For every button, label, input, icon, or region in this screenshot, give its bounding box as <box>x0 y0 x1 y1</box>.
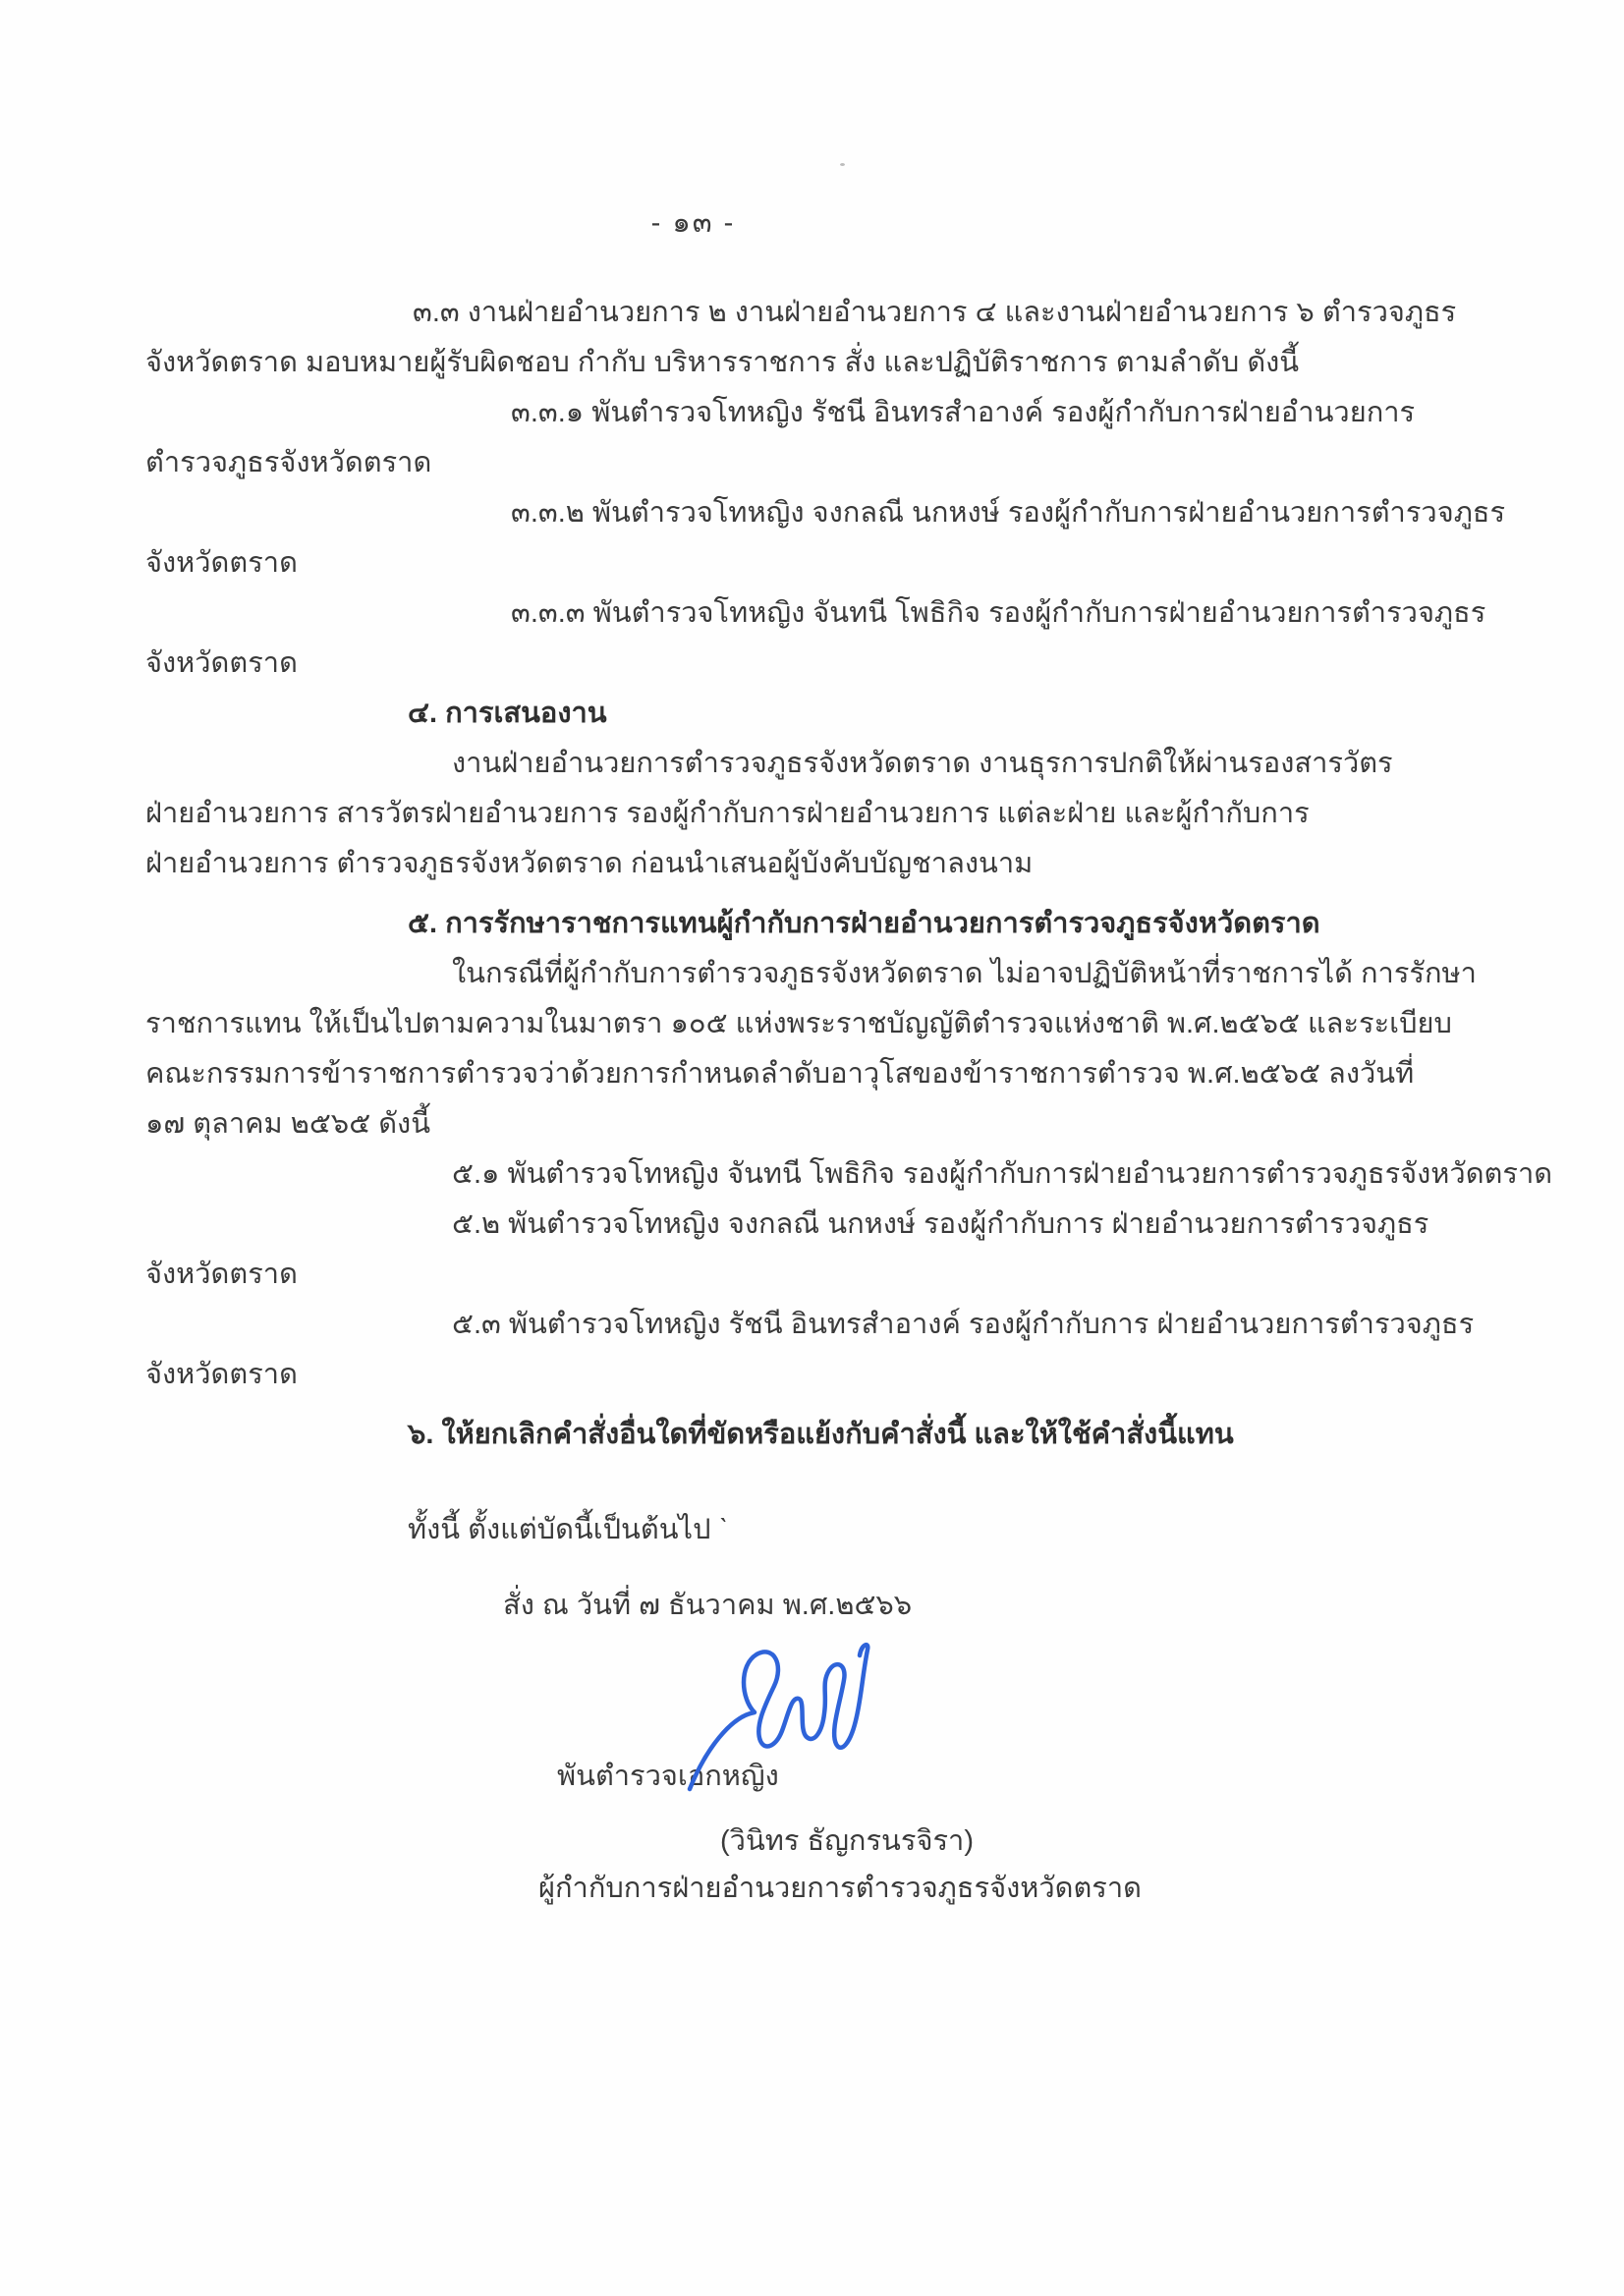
document-line: งานฝ่ายอำนวยการตำรวจภูธรจังหวัดตราด งานธุรการปกติให้ผ่านรองสารวัตร <box>452 748 1393 779</box>
signer-rank-label: พันตำรวจเอกหญิง <box>557 1761 779 1792</box>
page-number: - ๑๓ - <box>650 207 736 239</box>
document-line: ๓.๓.๒ พันตำรวจโทหญิง จงกลณี นกหงษ์ รองผู้กำกับการฝ่ายอำนวยการตำรวจภูธร <box>511 497 1506 529</box>
document-line: ๑๗ ตุลาคม ๒๕๖๕ ดังนี้ <box>145 1108 431 1140</box>
document-line: ในกรณีที่ผู้กำกับการตำรวจภูธรจังหวัดตราด ไม่อาจปฏิบัติหน้าที่ราชการได้ การรักษา <box>452 958 1477 989</box>
document-line: จังหวัดตราด <box>145 1259 298 1290</box>
signature-ink <box>684 1639 870 1808</box>
document-body <box>145 288 1553 1631</box>
signer-title: ผู้กำกับการฝ่ายอำนวยการตำรวจภูธรจังหวัดตราด <box>538 1873 1142 1904</box>
document-line: สั่ง ณ วันที่ ๗ ธันวาคม พ.ศ.๒๕๖๖ <box>503 1590 913 1621</box>
document-line: คณะกรรมการข้าราชการตำรวจว่าด้วยการกำหนดลำดับอาวุโสของข้าราชการตำรวจ พ.ศ.๒๕๖๕ ลงวันที่ <box>145 1058 1415 1090</box>
document-line: ๓.๓ งานฝ่ายอำนวยการ ๒ งานฝ่ายอำนวยการ ๔ และงานฝ่ายอำนวยการ ๖ ตำรวจภูธร <box>413 297 1457 328</box>
document-line: ๕.๓ พันตำรวจโทหญิง รัชนี อินทรสำอางค์ รองผู้กำกับการ ฝ่ายอำนวยการตำรวจภูธร <box>452 1309 1475 1340</box>
document-line: ๖. ให้ยกเลิกคำสั่งอื่นใดที่ขัดหรือแย้งกับคำสั่งนี้ และให้ใช้คำสั่งนี้แทน <box>408 1419 1234 1450</box>
document-line: ๓.๓.๑ พันตำรวจโทหญิง รัชนี อินทรสำอางค์ รองผู้กำกับการฝ่ายอำนวยการ <box>511 397 1416 428</box>
document-line: ราชการแทน ให้เป็นไปตามความในมาตรา ๑๐๕ แห่งพระราชบัญญัติตำรวจแห่งชาติ พ.ศ.๒๕๖๕ และระเบียบ <box>145 1008 1452 1039</box>
document-line: ๕.๑ พันตำรวจโทหญิง จันทนี โพธิกิจ รองผู้กำกับการฝ่ายอำนวยการตำรวจภูธรจังหวัดตราด <box>452 1158 1553 1190</box>
document-line: จังหวัดตราด <box>145 1359 298 1390</box>
document-line: ๓.๓.๓ พันตำรวจโทหญิง จันทนี โพธิกิจ รองผู้กำกับการฝ่ายอำนวยการตำรวจภูธร <box>511 597 1486 629</box>
document-line: ทั้งนี้ ตั้งแต่บัดนี้เป็นต้นไป ˋ <box>408 1514 729 1545</box>
document-line: ฝ่ายอำนวยการ สารวัตรฝ่ายอำนวยการ รองผู้กำกับการฝ่ายอำนวยการ แต่ละฝ่าย และผู้กำกับการ <box>145 798 1310 829</box>
signature-stroke <box>690 1645 868 1789</box>
document-line: ๔. การเสนองาน <box>408 698 607 729</box>
signer-name: (วินิทร ธัญกรนรจิรา) <box>720 1825 974 1857</box>
document-content <box>145 0 1553 1937</box>
document-line: ๕. การรักษาราชการแทนผู้กำกับการฝ่ายอำนวยการตำรวจภูธรจังหวัดตราด <box>408 908 1320 939</box>
signature-block <box>145 1652 1491 1937</box>
document-line: ฝ่ายอำนวยการ ตำรวจภูธรจังหวัดตราด ก่อนนำเสนอผู้บังคับบัญชาลงนาม <box>145 848 1034 879</box>
document-line: จังหวัดตราด มอบหมายผู้รับผิดชอบ กำกับ บริหารราชการ สั่ง และปฏิบัติราชการ ตามลำดับ ดังนี้ <box>145 347 1300 378</box>
document-line: จังหวัดตราด <box>145 547 298 579</box>
document-line: จังหวัดตราด <box>145 647 298 679</box>
document-line: ตำรวจภูธรจังหวัดตราด <box>145 447 432 478</box>
document-line: ๕.๒ พันตำรวจโทหญิง จงกลณี นกหงษ์ รองผู้กำกับการ ฝ่ายอำนวยการตำรวจภูธร <box>452 1208 1429 1240</box>
